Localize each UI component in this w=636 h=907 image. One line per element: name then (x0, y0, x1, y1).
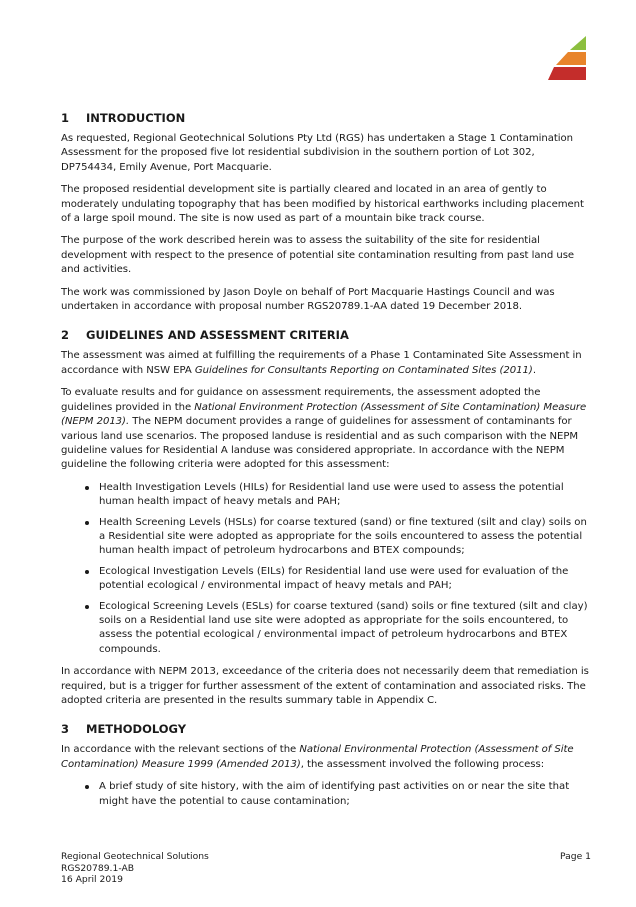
paragraph: The proposed residential development site is partially cleared and located in an area of gently to moderately undulating topography that has been modified by historical earthworks including placement of a large spoil mound. The site is now used as part of a mountain bike track course. (61, 184, 584, 225)
footer-doc-ref: RGS20789.1-AB (61, 862, 135, 874)
page-number: Page 1 (559, 851, 591, 862)
section-title: INTRODUCTION (86, 111, 186, 125)
document-title-citation: Guidelines for Consultants Reporting on Contaminated Sites (2011) (194, 364, 533, 376)
section-title: METHODOLOGY (86, 722, 187, 737)
paragraph: In accordance with NEPM 2013, exceedance of the criteria does not necessarily deem that remediation is required, but is a trigger for further assessment of the extent of contamination and associated risks. The adopted criteria are presented in the results summary table in Appendix C. (61, 666, 589, 706)
paragraph: The work was commissioned by Jason Doyle on behalf of Port Macquarie Hastings Council and was undertaken in accordance with proposal number RGS20789.1-AA dated 19 December 2018. (61, 286, 555, 313)
company-logo-icon (548, 36, 588, 82)
list-item: A brief study of site history, with the aim of identifying past activities on or near the site that might have the potential to cause contamination; (61, 780, 591, 809)
footer-company: Regional Geotechnical Solutions (61, 851, 209, 862)
logo-orange-band (556, 52, 586, 65)
document-body (61, 111, 591, 823)
footer-date: 16 April 2019 (61, 874, 123, 886)
text-run: The assessment was aimed at fulfilling the requirements of a Phase 1 Contaminated Site Assessment in accordance with NSW EPA (61, 350, 582, 376)
text-run: , the assessment involved the following process: (300, 758, 545, 770)
paragraph (61, 386, 591, 472)
text-run: To evaluate results and for guidance on assessment requirements, the assessment adopted the guidelines provided in the (61, 387, 541, 413)
text-run: . (532, 364, 536, 376)
section-heading (61, 111, 591, 125)
list-item: Ecological Investigation Levels (EILs) for Residential land use were used for evaluation of the potential ecological / environmental impact of heavy metals and PAH; (61, 565, 591, 594)
list-item: Health Screening Levels (HSLs) for coarse textured (sand) or fine textured (silt and clay) soils on a Residential site were adopted as appropriate for the soils encountered to assess the potential human health impact of petroleum hydrocarbons and BTEX compounds; (61, 516, 591, 559)
process-list (61, 780, 591, 809)
section-heading (61, 328, 591, 342)
paragraph: As requested, Regional Geotechnical Solutions Pty Ltd (RGS) has undertaken a Stage 1 Contamination Assessment for the proposed five lot residential subdivision in the southern portion of Lot 302, DP754434, Emily Avenue, Port Macquarie. (61, 133, 574, 173)
paragraph: The purpose of the work described herein was to assess the suitability of the site for residential development with respect to the presence of potential site contamination resulting from past land use and activities. (61, 235, 575, 276)
page-footer (61, 851, 591, 886)
section-introduction (61, 111, 591, 314)
logo-red-band (548, 67, 586, 80)
list-item: Health Investigation Levels (HILs) for Residential land use were used to assess the potential human health impact of heavy metals and PAH; (61, 481, 591, 510)
section-heading (61, 722, 591, 736)
section-number: 3 (61, 722, 70, 737)
document-title-citation: National Environment Protection (Assessment of Site Contamination) Measure (NEPM 2013). (61, 401, 587, 428)
logo-green-band (570, 36, 586, 50)
document-title-citation: National Environmental Protection (Assessment of Site Contamination) Measure 1999 (Amended 2013) (61, 744, 574, 770)
section-title: GUIDELINES AND ASSESSMENT CRITERIA (86, 328, 349, 343)
section-number: 2 (61, 328, 70, 343)
criteria-list (61, 481, 591, 657)
paragraph (61, 743, 591, 772)
text-run: The NEPM document provides a range of guidelines for assessment of contaminants for various land use scenarios. The proposed landuse is residential and as such comparison with the NEPM guideline values for Residential A landuse was considered appropriate. In accordance with the NEPM guideline the following criteria were adopted for this assessment: (61, 416, 579, 471)
section-guidelines (61, 328, 591, 708)
paragraph (61, 349, 591, 378)
section-number: 1 (61, 111, 70, 125)
text-run: In accordance with the relevant sections of the (61, 744, 300, 756)
list-item: Ecological Screening Levels (ESLs) for coarse textured (sand) soils or fine textured (silt and clay) soils on a Residential land use site were adopted as appropriate for the soils encountered, to assess the potential ecological / environmental impact of petroleum hydrocarbons and BTEX compounds. (61, 600, 591, 658)
section-methodology (61, 722, 591, 809)
